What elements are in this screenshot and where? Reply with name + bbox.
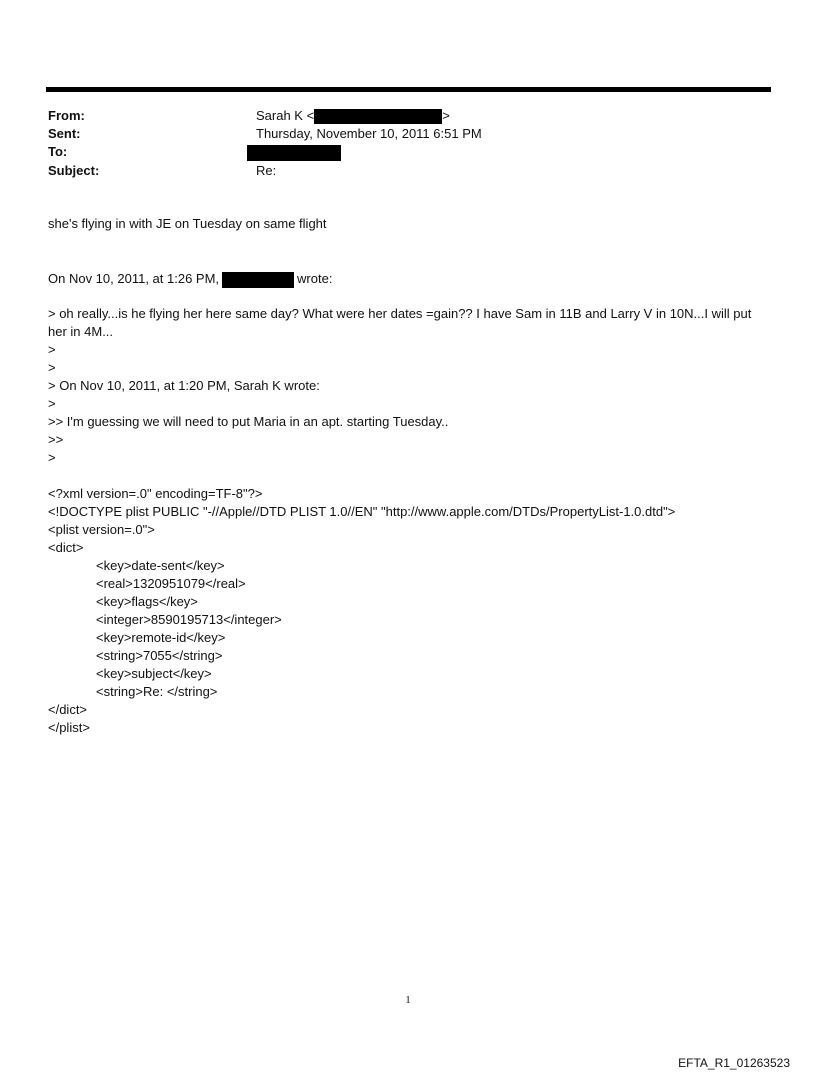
plist-line: <!DOCTYPE plist PUBLIC "-//Apple//DTD PLIST 1.0//EN" "http://www.apple.com/DTDs/PropertyList-1.0.dtd"> (48, 504, 676, 519)
from-value (256, 107, 450, 125)
redaction-box (314, 109, 442, 124)
plist-dict-line: <string>Re: </string> (96, 684, 218, 699)
quoted-line: > oh really...is he flying her here same day? What were her dates =gain?? I have Sam in 11B and Larry V in 10N...I will put her in 4M... (48, 306, 752, 339)
sent-value: Thursday, November 10, 2011 6:51 PM (256, 126, 482, 141)
plist-line: <?xml version=.0" encoding=TF-8"?> (48, 486, 263, 501)
quoted-line: > (48, 342, 56, 357)
from-label: From: (48, 108, 85, 123)
quoted-line: > (48, 360, 56, 375)
from-close-bracket: > (442, 108, 450, 123)
quoted-line: > (48, 450, 56, 465)
plist-dict-line: <integer>8590195713</integer> (96, 612, 282, 627)
document-id: EFTA_R1_01263523 (678, 1056, 790, 1070)
plist-line: <plist version=.0"> (48, 522, 155, 537)
from-name: Sarah K (256, 108, 303, 123)
plist-dict-line: <key>remote-id</key> (96, 630, 226, 645)
plist-line: <dict> (48, 540, 84, 555)
page-number: 1 (405, 994, 411, 1006)
sent-label: Sent: (48, 126, 81, 141)
subject-label: Subject: (48, 163, 100, 178)
plist-dict-line: <key>date-sent</key> (96, 558, 225, 573)
subject-value: Re: (256, 163, 277, 178)
plist-dict-line: <key>subject</key> (96, 666, 212, 681)
quoted-line: >> I'm guessing we will need to put Maria in an apt. starting Tuesday.. (48, 414, 449, 429)
redaction-box (247, 145, 341, 161)
reply-text: she's flying in with JE on Tuesday on same flight (48, 216, 327, 231)
quote-intro-suffix: wrote: (297, 271, 333, 286)
plist-dict-line: <real>1320951079</real> (96, 576, 246, 591)
plist-line: </plist> (48, 720, 90, 735)
quote-intro (48, 270, 332, 288)
header-rule (46, 87, 771, 92)
to-label: To: (48, 144, 68, 159)
redaction-box (222, 272, 294, 288)
plist-line: </dict> (48, 702, 88, 717)
plist-dict-line: <string>7055</string> (96, 648, 223, 663)
quoted-line: > (48, 396, 56, 411)
to-value (247, 143, 341, 161)
plist-dict-line: <key>flags</key> (96, 594, 198, 609)
quoted-line: > On Nov 10, 2011, at 1:20 PM, Sarah K wrote: (48, 378, 320, 393)
quote-intro-prefix: On Nov 10, 2011, at 1:26 PM, (48, 271, 220, 286)
from-open-bracket: < (306, 108, 315, 123)
quoted-line: >> (48, 432, 64, 447)
